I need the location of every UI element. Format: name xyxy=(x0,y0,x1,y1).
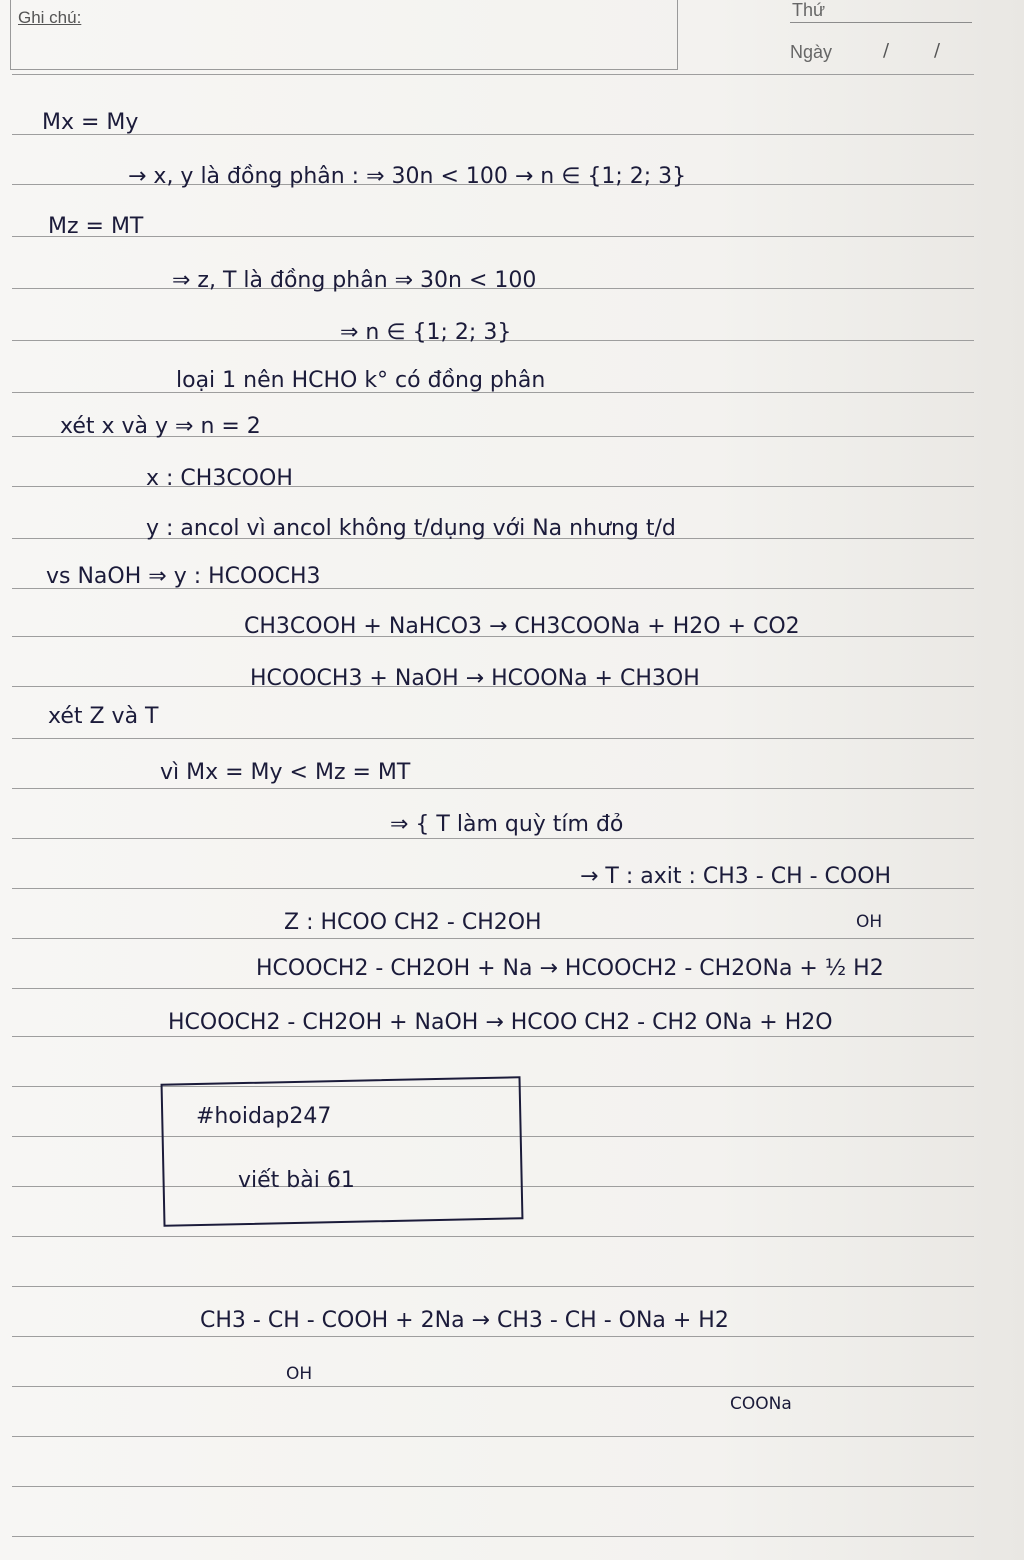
ruled-line xyxy=(12,1536,974,1537)
weekday-line xyxy=(790,22,972,23)
ruled-line xyxy=(12,788,974,789)
date-separator: / xyxy=(883,40,890,61)
date-label: Ngày xyxy=(790,42,833,62)
ruled-line xyxy=(12,738,974,739)
handwritten-line: vì Mx = My < Mz = MT xyxy=(160,760,411,785)
handwritten-line: CH3 - CH - COOH + 2Na → CH3 - CH - ONa + H2 xyxy=(200,1308,729,1333)
handwritten-line: COONa xyxy=(730,1394,792,1414)
date-separator: / xyxy=(934,40,941,61)
ruled-line xyxy=(12,1486,974,1487)
handwritten-line: y : ancol vì ancol không t/dụng với Na nhưng t/d xyxy=(146,516,676,541)
handwritten-line: ⇒ z, T là đồng phân ⇒ 30n < 100 xyxy=(172,268,537,293)
ruled-line xyxy=(12,1236,974,1237)
handwritten-line: OH xyxy=(286,1364,313,1384)
handwritten-line: HCOOCH2 - CH2OH + Na → HCOOCH2 - CH2ONa + ½ H2 xyxy=(256,956,884,981)
signature-box xyxy=(161,1076,524,1227)
ruled-line xyxy=(12,938,974,939)
handwritten-line: Mz = MT xyxy=(48,214,144,239)
handwritten-line: loại 1 nên HCHO k° có đồng phân xyxy=(176,368,546,393)
ruled-line xyxy=(12,1336,974,1337)
ruled-line xyxy=(12,1436,974,1437)
boxed-text: viết bài 61 xyxy=(238,1168,355,1193)
ruled-line xyxy=(12,74,974,75)
handwritten-line: vs NaOH ⇒ y : HCOOCH3 xyxy=(46,564,321,589)
handwritten-line: xét Z và T xyxy=(48,704,159,729)
ruled-line xyxy=(12,1386,974,1387)
boxed-text: #hoidap247 xyxy=(196,1104,332,1129)
ruled-line xyxy=(12,134,974,135)
handwritten-line: xét x và y ⇒ n = 2 xyxy=(60,414,261,439)
ruled-line xyxy=(12,1036,974,1037)
ruled-line xyxy=(12,838,974,839)
handwritten-line: ⇒ n ∈ {1; 2; 3} xyxy=(340,320,512,345)
handwritten-line: Mx = My xyxy=(42,110,139,135)
handwritten-line: → x, y là đồng phân : ⇒ 30n < 100 → n ∈ {1; 2; 3} xyxy=(128,164,687,189)
ruled-line xyxy=(12,988,974,989)
handwritten-line: → T : axit : CH3 - CH - COOH xyxy=(580,864,892,889)
handwritten-line: CH3COOH + NaHCO3 → CH3COONa + H2O + CO2 xyxy=(244,614,800,639)
handwritten-line: ⇒ { T làm quỳ tím đỏ xyxy=(390,812,624,837)
handwritten-line: HCOOCH3 + NaOH → HCOONa + CH3OH xyxy=(250,666,700,691)
handwritten-line: x : CH3COOH xyxy=(146,466,293,491)
weekday-label: Thứ xyxy=(792,0,826,20)
handwritten-line: OH xyxy=(856,912,883,932)
ruled-line xyxy=(12,236,974,237)
note-label: Ghi chú: xyxy=(18,8,82,27)
handwritten-line: HCOOCH2 - CH2OH + NaOH → HCOO CH2 - CH2 ONa + H2O xyxy=(168,1010,833,1035)
handwritten-line: Z : HCOO CH2 - CH2OH xyxy=(284,910,542,935)
ruled-line xyxy=(12,1286,974,1287)
note-box xyxy=(10,0,678,70)
